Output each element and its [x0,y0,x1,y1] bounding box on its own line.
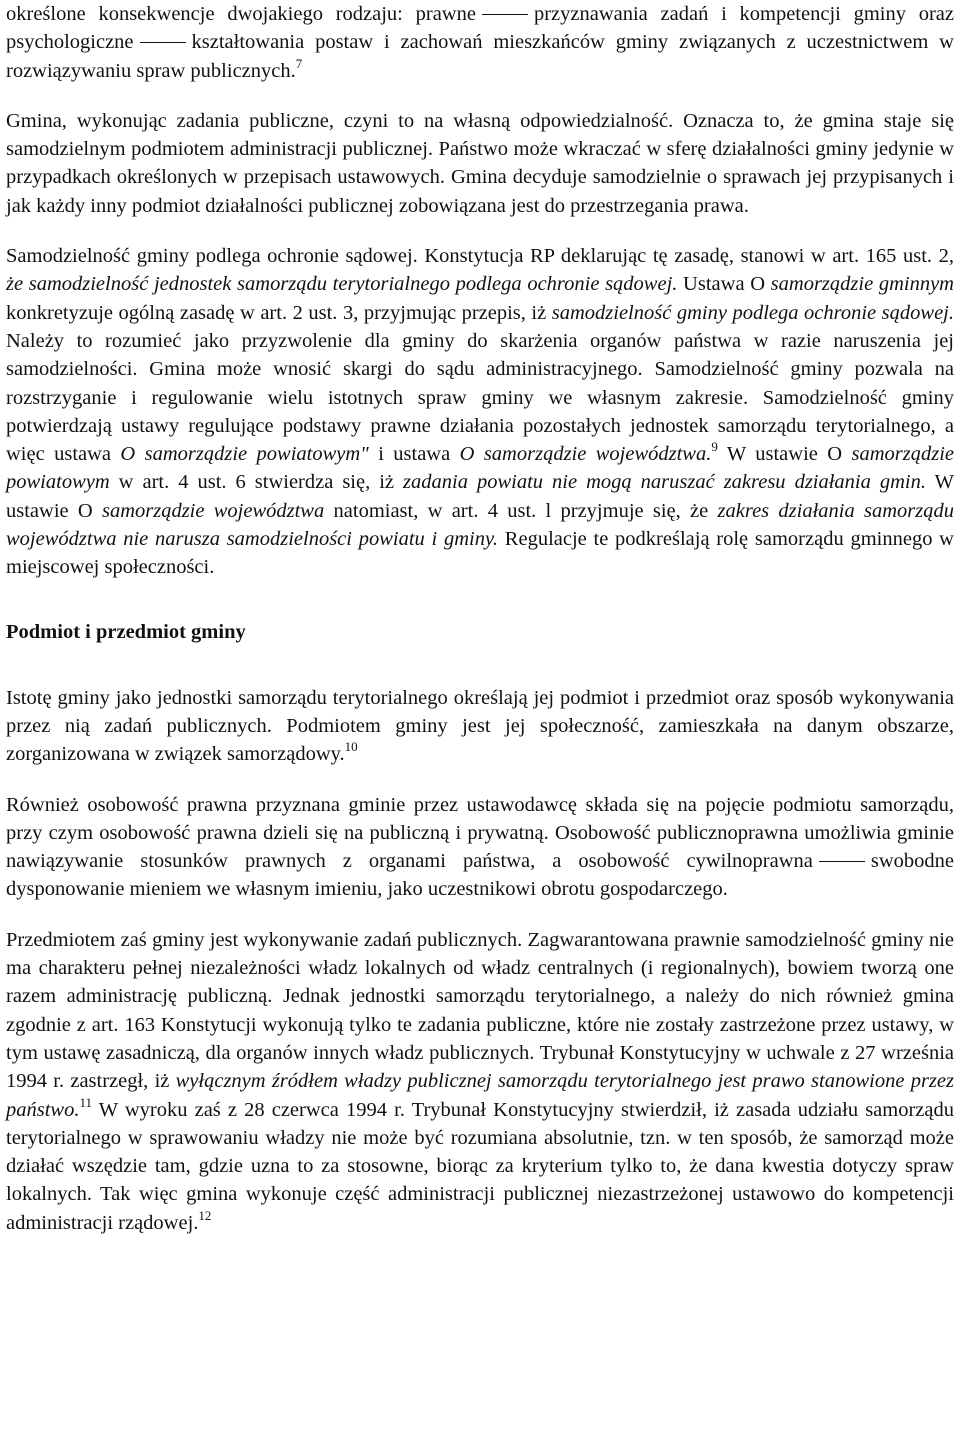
italic-quote: O samorządzie województwa. [459,443,712,466]
paragraph-consequences [6,0,954,85]
italic-quote: samorządzie gminnym [770,273,954,296]
text-run: W ustawie O [717,443,852,466]
text-run: określone konsekwencje dwojakiego rodzaju: prawne [6,3,476,25]
paragraph-responsibility: Gmina, wykonując zadania publiczne, czyni to na własną odpowiedzialność. Oznacza to, że gmina staje się samodzielnym podmiotem administracji publicznej. Państwo może wkraczać w sferę działalności gminy jedynie w przypadkach określonych w przepisach ustawowych. Gmina decyduje samodzielnie o sprawach jej przypisanych i jak każdy inny podmiot działalności publicznej zobowiązana jest do przestrzegania prawa. [6,109,954,217]
footnote-ref: 9 [711,439,718,455]
text-run: W wyroku zaś z 28 czerwca 1994 r. Trybunał Konstytucyjny stwierdził, iż zasada udziału samorządu terytorialnego w sprawowaniu władzy nie może być rozumiana absolutnie, tzn. w ten sposób, że samorząd może działać wszędzie tam, gdzie uzna to za stosowne, biorąc za kryterium tylko to, że dana kwestia dotyczy spraw lokalnych. Tak więc gmina wykonuje część administracji publicznej niezastrzeżonej ustawowo do kompetencji administracji rządowej. [6,1098,954,1234]
em-dash [482,14,528,15]
italic-quote: O samorządzie powiatowym" [120,443,369,466]
text-run: Również osobowość prawna przyznana gminie przez ustawodawcę składa się na pojęcie podmiotu samorządu, przy czym osobowość prawna dzieli się na publiczną i prywatną. Osobowość publicznoprawna umożliwia gminie nawiązywanie stosunków prawnych z organami państwa, a osobowość cywilnoprawna [6,793,954,873]
text-run: Regulacje te podkreślają rolę samorządu gminnego w miejscowej społeczności. [6,528,954,579]
text-run: swobodne dysponowanie mieniem we własnym imieniu, jako uczestnikowi obrotu gospodarczego. [6,850,954,901]
section-heading: Podmiot i przedmiot gminy [6,620,246,643]
paragraph-legal-personality [6,791,954,904]
italic-quote: że samodzielność jednostek samorządu terytorialnego podlega ochronie sądowej. [6,273,678,296]
text-run: Należy to rozumieć jako przyzwolenie dla gminy do skarżenia organów państwa w razie naruszenia jej samodzielności. Gmina może wnosić skargi do sądu administracyjnego. Samodzielność gminy pozwala na rozstrzyganie i regulowanie wielu istotnych spraw gminy we własnym zakresie. Samodzielność gminy potwierdzają ustawy regulujące podstawy prawne działania pozostałych jednostek samorządu terytorialnego, a więc ustawa [6,329,954,466]
footnote-ref: 11 [79,1094,93,1110]
footnote-ref: 12 [198,1207,212,1223]
italic-quote: zadania powiatu nie mogą naruszać zakresu działania gmin. [403,471,927,494]
italic-quote: samorządzie powiatowym [6,443,955,494]
text-run: Samodzielność gminy podlega ochronie sądowej. Konstytucja RP deklarując tę zasadę, stanowi w art. 165 ust. 2, [6,245,954,268]
text-run: Przedmiotem zaś gminy jest wykonywanie zadań publicznych. Zagwarantowana prawnie samodzielność gminy nie ma charakteru pełnej niezależności władz lokalnych od władz centralnych (i regionalnych), bowiem tworzą one razem administrację publiczną. Jednak jednostki samorządu terytorialnego, a należy do nich również gmina zgodnie z art. 163 Konstytucji wykonują tylko te zadania publiczne, które nie zostały zastrzeżone przez ustawy, w tym ustawę zasadniczą, dla organów innych władz publicznych. Trybunał Konstytucyjny w uchwale z 27 września 1994 r. zastrzegł, iż [6,928,954,1093]
text-run: Istotę gminy jako jednostki samorządu terytorialnego określają jej podmiot i przedmiot oraz sposób wykonywania przez nią zadań publicznych. Podmiotem gminy jest jej społeczność, zamieszkała na danym obszarze, zorganizowana w związek samorządowy. [6,686,954,766]
em-dash [819,861,865,862]
footnote-ref: 7 [295,55,303,71]
italic-quote: samorządzie województwa [101,499,325,522]
paragraph-subject [6,684,954,769]
text-run: i ustawa [368,443,460,466]
text-run: konkretyzuje ogólną zasadę w art. 2 ust. 3, przyjmując przepis, iż [6,301,552,324]
text-run: przyznawania zadań i kompetencji gminy oraz psychologiczne [6,3,954,54]
paragraph-object [6,926,954,1237]
paragraph-judicial-protection [6,242,954,582]
text-run: Ustawa O [677,273,771,296]
italic-quote: samodzielność gminy podlega ochronie sądowej. [551,301,954,324]
italic-quote: zakres działania samorządu województwa nie narusza samodzielności powiatu i gminy. [6,499,954,551]
italic-quote: wyłącznym źródłem władzy publicznej samorządu terytorialnego jest prawo stanowione przez państwo. [6,1070,954,1121]
em-dash [140,42,186,43]
text-run: natomiast, w art. 4 ust. l przyjmuje się, że [324,499,718,522]
text-run: w art. 4 ust. 6 stwierdza się, iż [109,471,404,494]
text-run: kształtowania postaw i zachowań mieszkańców gminy związanych z uczestnictwem w rozwiązywaniu spraw publicznych. [6,31,954,82]
text-run: W ustawie O [6,471,954,522]
footnote-ref: 10 [344,739,358,755]
